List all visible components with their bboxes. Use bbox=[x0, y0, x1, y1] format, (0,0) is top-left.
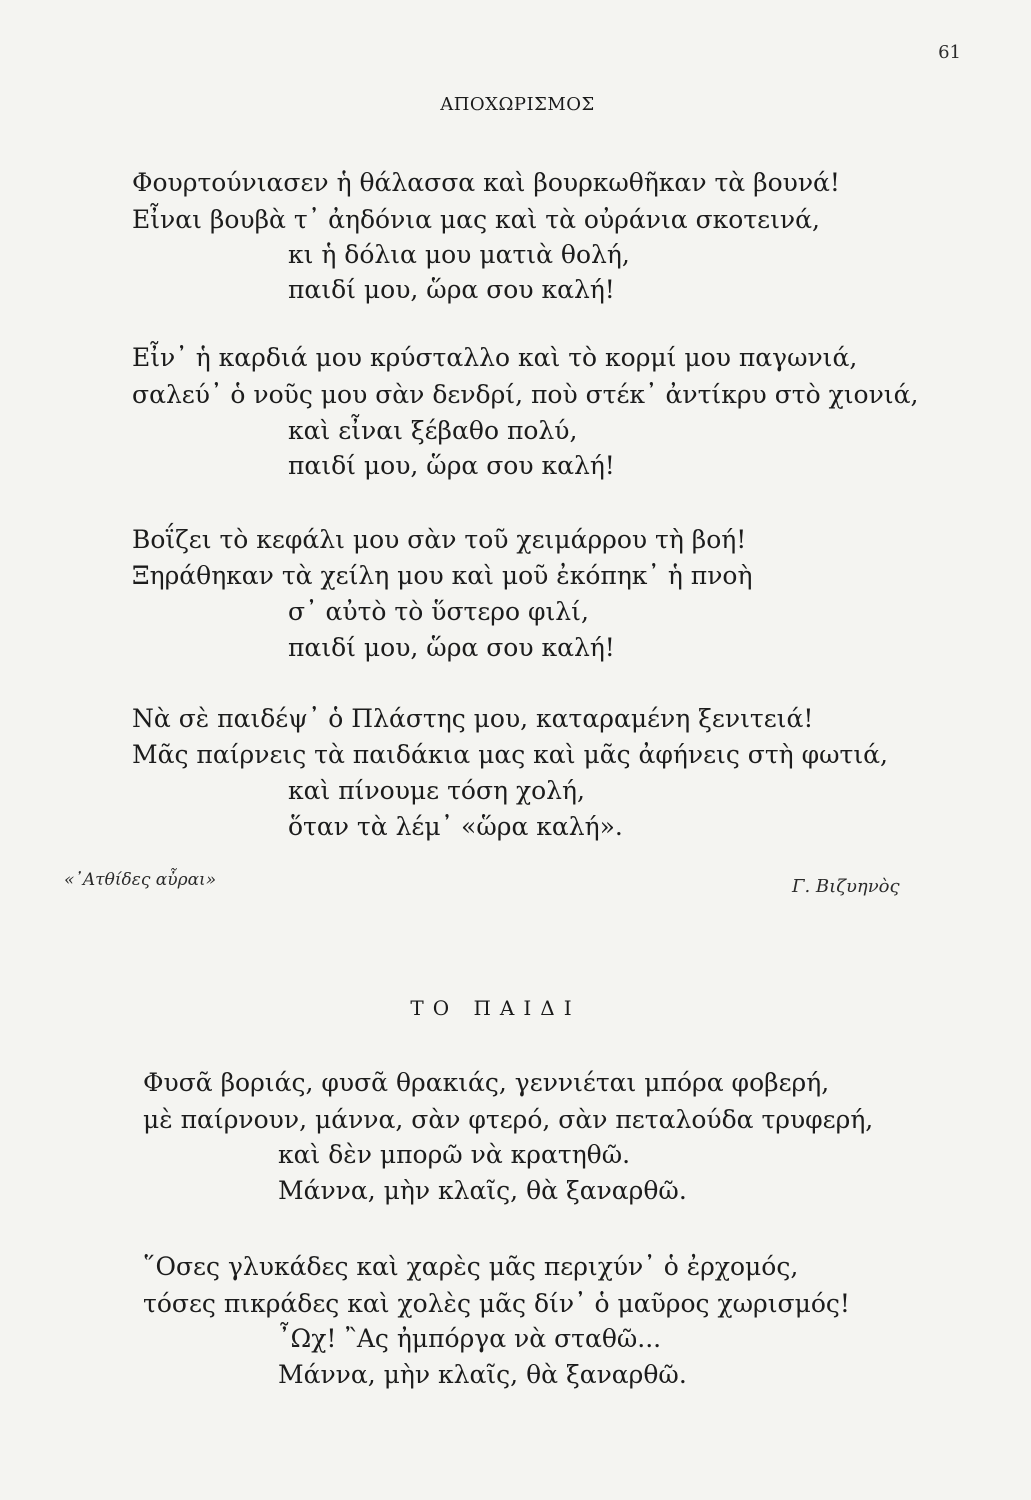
poem-line: παιδί μου, ὥρα σου καλή! bbox=[288, 275, 615, 304]
poem-title: ΤΟ ΠΑΙΔΙ bbox=[410, 996, 581, 1020]
poem-author: Γ. Βιζυηνὸς bbox=[792, 876, 900, 897]
poem-line: καὶ εἶναι ξέβαθο πολύ, bbox=[288, 416, 578, 445]
poem-source: «᾽Ατθίδες αὖραι» bbox=[64, 870, 217, 890]
poem-title: ΑΠΟΧΩΡΙΣΜΟΣ bbox=[440, 94, 595, 115]
poem-line: σ᾽ αὐτὸ τὸ ὕστερο φιλί, bbox=[288, 597, 589, 626]
poem-line: σαλεύ᾽ ὁ νοῦς μου σὰν δενδρί, ποὺ στέκ᾽ ἀντίκρυ στὸ χιονιά, bbox=[132, 380, 919, 409]
poem-line: Ξηράθηκαν τὰ χείλη μου καὶ μοῦ ἐκόπηκ᾽ ἡ πνοὴ bbox=[132, 561, 753, 590]
page-number: 61 bbox=[938, 42, 961, 63]
poem-line: Νὰ σὲ παιδέψ᾽ ὁ Πλάστης μου, καταραμένη ξενιτειά! bbox=[132, 704, 814, 733]
poem-line: καὶ δὲν μπορῶ νὰ κρατηθῶ. bbox=[278, 1140, 631, 1169]
poem-line: Φουρτούνιασεν ἡ θάλασσα καὶ βουρκωθῆκαν τὰ βουνά! bbox=[132, 168, 840, 197]
poem-line: Εἶναι βουβὰ τ᾽ ἀηδόνια μας καὶ τὰ οὐράνια σκοτεινά, bbox=[132, 205, 820, 234]
poem-line: Μάννα, μὴν κλαῖς, θὰ ξαναρθῶ. bbox=[278, 1176, 687, 1205]
poem-line: παιδί μου, ὥρα σου καλή! bbox=[288, 451, 615, 480]
poem-line: ὅταν τὰ λέμ᾽ «ὥρα καλή». bbox=[288, 812, 623, 841]
poem-line: ῞Οσες γλυκάδες καὶ χαρὲς μᾶς περιχύν᾽ ὁ ἐρχομός, bbox=[143, 1252, 799, 1281]
poem-line: Εἶν᾽ ἡ καρδιά μου κρύσταλλο καὶ τὸ κορμί μου παγωνιά, bbox=[132, 343, 858, 372]
poem-line: παιδί μου, ὥρα σου καλή! bbox=[288, 633, 615, 662]
poem-line: καὶ πίνουμε τόση χολή, bbox=[288, 776, 585, 805]
poem-line: Βοΐζει τὸ κεφάλι μου σὰν τοῦ χειμάρρου τὴ βοή! bbox=[132, 525, 747, 554]
poem-line: μὲ παίρνουν, μάννα, σὰν φτερό, σὰν πεταλούδα τρυφερή, bbox=[143, 1105, 874, 1134]
poem-line: κι ἡ δόλια μου ματιὰ θολή, bbox=[288, 240, 630, 269]
poem-line: ῏Ωχ! ῍Ας ἠμπόργα νὰ σταθῶ... bbox=[278, 1324, 662, 1353]
poem-line: τόσες πικράδες καὶ χολὲς μᾶς δίν᾽ ὁ μαῦρος χωρισμός! bbox=[143, 1289, 850, 1318]
poem-line: Μᾶς παίρνεις τὰ παιδάκια μας καὶ μᾶς ἀφήνεις στὴ φωτιά, bbox=[132, 740, 888, 769]
poem-line: Μάννα, μὴν κλαῖς, θὰ ξαναρθῶ. bbox=[278, 1360, 687, 1389]
poem-line: Φυσᾶ βοριάς, φυσᾶ θρακιάς, γεννιέται μπόρα φοβερή, bbox=[143, 1068, 830, 1097]
